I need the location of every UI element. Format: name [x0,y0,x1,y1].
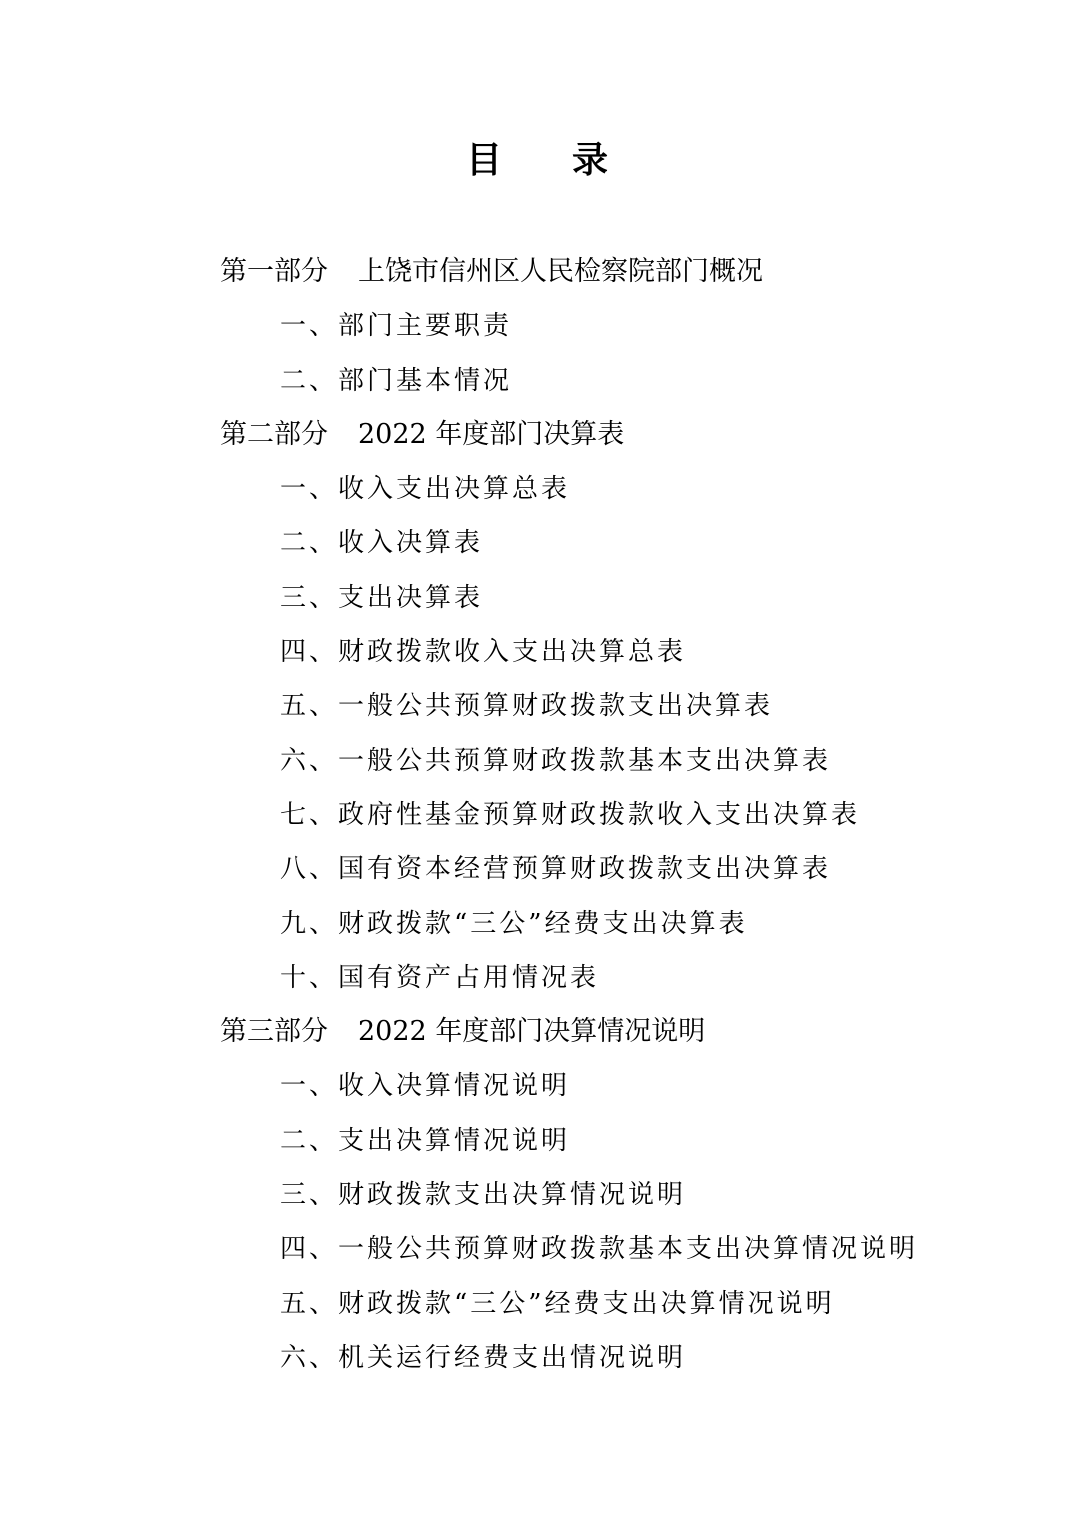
toc-item: 四、财政拨款收入支出决算总表 [280,637,687,668]
part-year: 2022 [358,418,427,450]
toc-item: 八、国有资本经营预算财政拨款支出决算表 [280,854,832,885]
toc-item: 二、支出决算情况说明 [280,1125,571,1156]
part-title: 年度部门决算情况说明 [435,1016,706,1048]
toc-item: 二、部门基本情况 [280,365,513,396]
toc-item: 三、支出决算表 [280,582,484,613]
part-title: 年度部门决算表 [435,418,625,450]
toc-item: 三、财政拨款支出决算情况说明 [280,1180,687,1211]
page-title [0,136,1074,186]
part-number: 第二部分 [220,418,328,450]
toc-item: 五、一般公共预算财政拨款支出决算表 [280,691,774,722]
toc-item: 七、政府性基金预算财政拨款收入支出决算表 [280,799,861,830]
toc-item: 六、一般公共预算财政拨款基本支出决算表 [280,745,832,776]
part-number: 第三部分 [220,1016,328,1048]
toc-part-3 [220,1012,1040,1066]
toc-item: 一、收入支出决算总表 [280,474,571,505]
part-number: 第一部分 [220,256,328,287]
toc-item: 一、部门主要职责 [280,311,513,342]
toc-item: 一、收入决算情况说明 [280,1071,571,1102]
title-char-1: 目 [466,140,503,181]
toc-item: 十、国有资产占用情况表 [280,962,600,993]
table-of-contents [220,252,1040,1392]
toc-item: 五、财政拨款“三公”经费支出决算情况说明 [280,1288,835,1319]
toc-item: 四、一般公共预算财政拨款基本支出决算情况说明 [280,1234,919,1265]
title-char-2: 录 [572,140,609,181]
part-year: 2022 [358,1016,427,1048]
toc-item: 九、财政拨款“三公”经费支出决算表 [280,908,748,939]
toc-part-2 [220,415,1040,469]
toc-item: 六、机关运行经费支出情况说明 [280,1342,687,1373]
part-title: 上饶市信州区人民检察院部门概况 [358,256,763,287]
toc-item: 二、收入决算表 [280,528,484,559]
toc-part-1 [220,252,1040,306]
